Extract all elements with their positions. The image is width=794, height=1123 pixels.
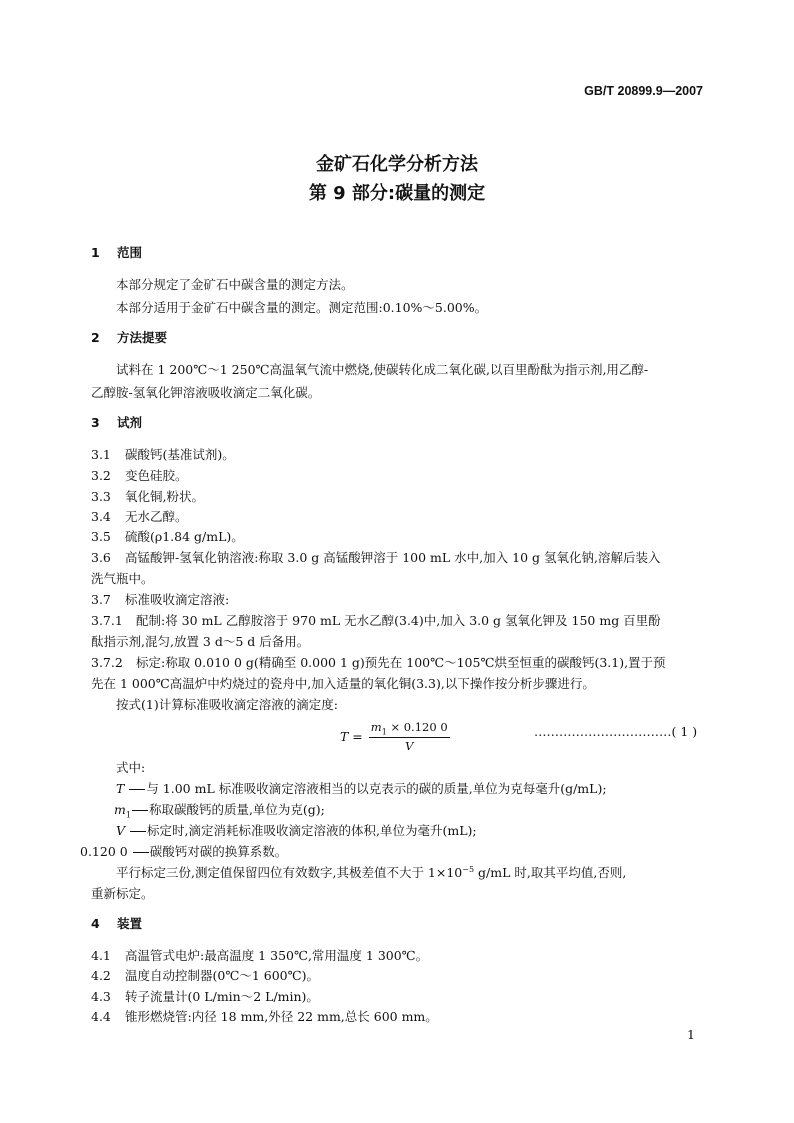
clause-text: 标定:称取 0.010 0 g(精确至 0.000 1 g)预先在 100℃～105℃烘至恒重的碳酸钙(3.1),置于预: [136, 655, 666, 670]
clause-number: 3.5: [91, 529, 111, 544]
clause-3-7-2-continued: 先在 1 000℃高温炉中灼烧过的瓷舟中,加入适量的氧化铜(3.3),以下操作按分析步骤进行。: [91, 676, 595, 691]
clause-text: 温度自动控制器(0℃～1 600℃)。: [125, 968, 319, 983]
paragraph-continued: 乙醇胺-氢氧化钾溶液吸收滴定二氧化碳。: [91, 385, 321, 400]
clause-text: 标准吸收滴定溶液:: [125, 592, 230, 607]
clause-3-7: [91, 590, 229, 608]
variable-definition: T 与 1.00 mL 标准吸收滴定溶液相当的以克表示的碳的质量,单位为克每毫升(g/mL);: [116, 781, 607, 796]
section-title: 范围: [117, 245, 143, 260]
paragraph: 试料在 1 200℃～1 250℃高温氧气流中燃烧,使碳转化成二氧化碳,以百里酚酞为指示剂,用乙醇-: [116, 362, 649, 377]
paragraph: 平行标定三份,测定值保留四位有效数字,其极差值不大于 $1\times 10^{-5}$ g/mL 时,取其平均值,否则,: [116, 864, 627, 880]
clause-3-7-1-continued: 酞指示剂,混匀,放置 3 d～5 d 后备用。: [91, 634, 310, 649]
section-1-heading: [91, 243, 142, 261]
paragraph-continued: 重新标定。: [91, 886, 154, 901]
section-number: 4: [91, 916, 100, 931]
section-title: 试剂: [117, 415, 143, 430]
clause-3-4: [91, 507, 188, 525]
clause-text: 硫酸(ρ1.84 g/mL)。: [125, 529, 244, 544]
document-title: 金矿石化学分析方法: [316, 154, 478, 175]
clause-3-5: [91, 527, 244, 545]
clause-3-3: [91, 487, 204, 505]
clause-4-4: [91, 1007, 438, 1025]
section-3-heading: [91, 413, 142, 431]
clause-number: 3.6: [91, 550, 111, 565]
clause-number: 3.4: [91, 509, 111, 524]
calculation-intro: 按式(1)计算标准吸收滴定溶液的滴定度:: [116, 697, 338, 712]
clause-text: 高锰酸钾-氢氧化钠溶液:称取 3.0 g 高锰酸钾溶于 100 mL 水中,加入 10 g 氢氧化钠,溶解后装入: [125, 550, 661, 565]
section-2-heading: [91, 328, 167, 346]
clause-text: 碳酸钙(基准试剂)。: [125, 447, 235, 462]
clause-number: 3.7: [91, 592, 111, 607]
variable-definition: V 标定时,滴定消耗标准吸收滴定溶液的体积,单位为毫升(mL);: [116, 823, 477, 838]
section-title: 装置: [117, 916, 143, 931]
clause-text: 无水乙醇。: [125, 509, 188, 524]
equation-number: ……………………………( 1 ): [534, 724, 698, 739]
clause-number: 3.1: [91, 447, 111, 462]
clause-text: 锥形燃烧管:内径 18 mm,外径 22 mm,总长 600 mm。: [125, 1009, 438, 1024]
formula-lhs: T =: [340, 729, 363, 745]
where-label: 式中:: [116, 760, 146, 775]
formula-fraction: [369, 720, 450, 753]
clause-3-2: [91, 466, 188, 484]
clause-number: 3.3: [91, 489, 111, 504]
section-title: 方法提要: [117, 330, 168, 345]
clause-number: 4.4: [91, 1009, 111, 1024]
clause-number: 3.7.2: [91, 655, 123, 670]
clause-text: 转子流量计(0 L/min～2 L/min)。: [125, 989, 319, 1004]
section-number: 3: [91, 415, 100, 430]
clause-4-2: [91, 966, 319, 984]
clause-text: 高温管式电炉:最高温度 1 350℃,常用温度 1 300℃。: [125, 948, 429, 963]
clause-text: 氧化铜,粉状。: [125, 489, 204, 504]
formula-denominator: V: [405, 739, 414, 754]
standard-number: GB/T 20899.9—2007: [584, 84, 703, 98]
document-subtitle: 第 9 部分:碳量的测定: [308, 183, 486, 204]
formula-1: [340, 720, 450, 753]
variable-definition: $m_1$ 称取碳酸钙的质量,单位为克(g);: [114, 802, 325, 820]
clause-3-1: [91, 445, 235, 463]
clause-number: 3.7.1: [91, 613, 123, 628]
clause-3-6-continued: 洗气瓶中。: [91, 571, 154, 586]
clause-text: 配制:将 30 mL 乙醇胺溶于 970 mL 无水乙醇(3.4)中,加入 3.0 g 氢氧化钾及 150 mg 百里酚: [136, 613, 661, 628]
paragraph: 本部分规定了金矿石中碳含量的测定方法。: [116, 277, 354, 292]
formula-numerator: $m_1 \times 0.120$ 0: [370, 720, 448, 737]
section-number: 2: [91, 330, 100, 345]
clause-number: 4.3: [91, 989, 111, 1004]
clause-number: 3.2: [91, 468, 111, 483]
clause-4-1: [91, 946, 428, 964]
section-4-heading: [91, 914, 142, 932]
clause-3-7-2: [91, 653, 666, 671]
variable-definition: 0.120 0 碳酸钙对碳的换算系数。: [80, 844, 288, 859]
clause-3-6: [91, 548, 660, 566]
clause-number: 4.2: [91, 968, 111, 983]
clause-number: 4.1: [91, 948, 111, 963]
clause-text: 变色硅胶。: [125, 468, 188, 483]
section-number: 1: [91, 245, 100, 260]
clause-3-7-1: [91, 611, 661, 629]
clause-4-3: [91, 987, 319, 1005]
page-number: 1: [687, 1027, 695, 1042]
paragraph: 本部分适用于金矿石中碳含量的测定。测定范围:0.10%～5.00%。: [116, 300, 488, 315]
